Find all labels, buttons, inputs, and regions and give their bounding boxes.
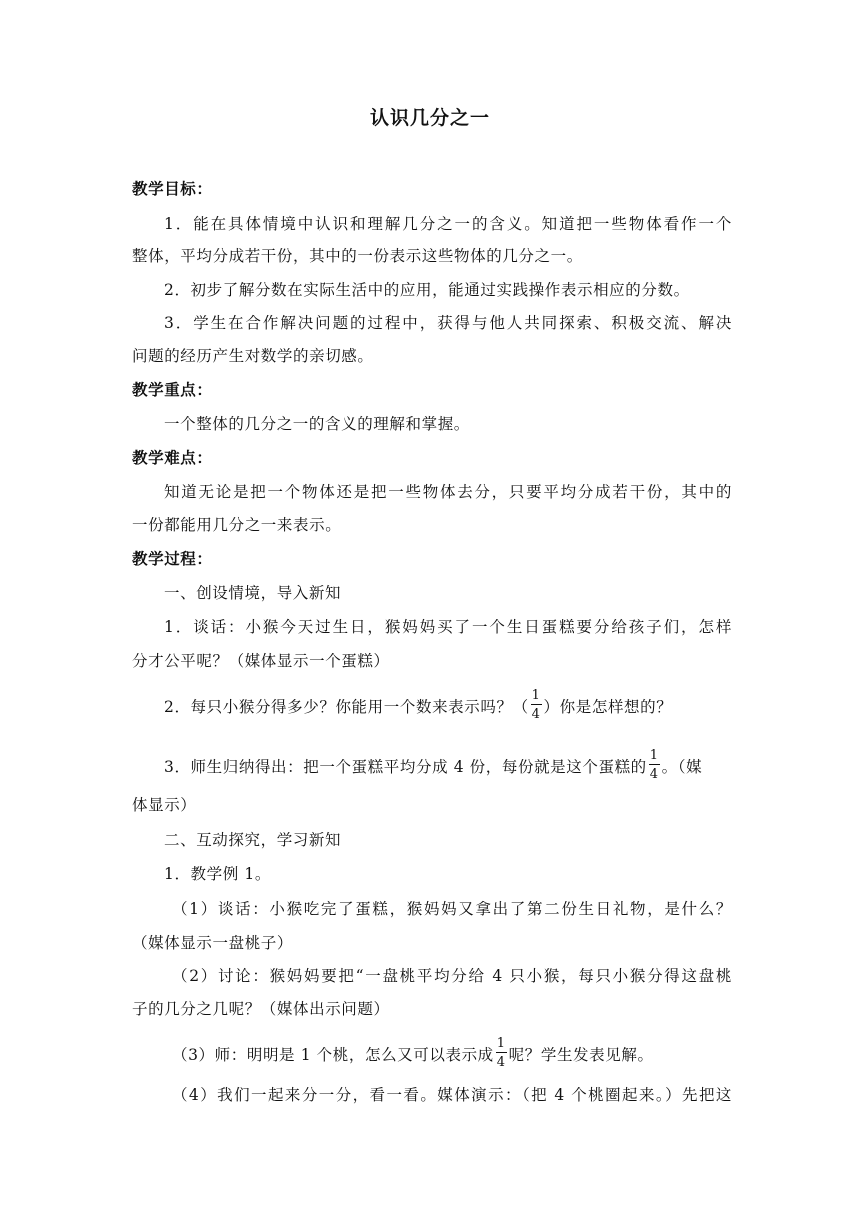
s2-sub-3 [172,1036,732,1072]
key-points-text: 一个整体的几分之一的含义的理解和掌握。 [164,415,470,433]
s1-item-3 [164,748,732,784]
s2-sub-2-line-1: （2）讨论：猴妈妈要把“一盘桃平均分给 4 只小猴，每只小猴分得这盘桃 [172,967,732,985]
s2-sub-2-line-2: 子的几分之几呢？（媒体出示问题） [132,1000,390,1018]
fraction-one-quarter [531,689,542,721]
objective-3-line-2: 问题的经历产生对数学的亲切感。 [132,347,374,365]
fraction-one-quarter [649,749,660,781]
objective-1-line-1: 1．能在具体情境中认识和理解几分之一的含义。知道把一些物体看作一个 [164,215,732,233]
s1-item-2-text-after: ）你是怎样想的？ [543,698,673,716]
key-points-heading: 教学重点： [132,381,213,399]
s1-item-1-line-1: 1．谈话：小猴今天过生日，猴妈妈买了一个生日蛋糕要分给孩子们，怎样 [164,618,732,636]
document-title: 认识几分之一 [369,107,490,129]
s2-sub-1-line-1: （1）谈话：小猴吃完了蛋糕，猴妈妈又拿出了第二份生日礼物，是什么？ [172,900,732,918]
section-2-title: 二、互动探究，学习新知 [164,831,342,849]
fraction-denominator: 4 [649,767,659,782]
objective-1-line-2: 整体，平均分成若干份，其中的一份表示这些物体的几分之一。 [132,247,583,265]
objective-3-line-1: 3．学生在合作解决问题的过程中，获得与他人共同探索、积极交流、解决 [164,314,732,332]
difficulties-line-2: 一份都能用几分之一来表示。 [132,516,342,534]
s1-item-2-text-before: 2．每只小猴分得多少？你能用一个数来表示吗？（ [164,698,529,716]
s2-sub-3-text-after: 呢？学生发表见解。 [508,1046,654,1064]
s1-item-2 [164,688,732,724]
fraction-numerator: 1 [531,688,541,703]
fraction-numerator: 1 [496,1036,506,1051]
s2-sub-3-text-before: （3）师：明明是 1 个桃，怎么又可以表示成 [172,1046,494,1064]
fraction-numerator: 1 [649,748,659,763]
objective-2: 2．初步了解分数在实际生活中的应用，能通过实践操作表示相应的分数。 [164,281,690,299]
s2-sub-1-line-2: （媒体显示一盘桃子） [132,934,294,952]
fraction-denominator: 4 [496,1055,506,1070]
difficulties-line-1: 知道无论是把一个物体还是把一些物体去分，只要平均分成若干份，其中的 [164,483,732,501]
objectives-heading: 教学目标： [132,180,213,198]
fraction-one-quarter [496,1037,507,1069]
s1-item-3-text-after: 。（媒 [661,758,703,776]
s1-item-3-text-before: 3．师生归纳得出：把一个蛋糕平均分成 4 份，每份就是这个蛋糕的 [164,758,647,776]
s1-item-1-line-2: 分才公平呢？（媒体显示一个蛋糕） [132,652,390,670]
fraction-denominator: 4 [531,707,541,722]
section-1-title: 一、创设情境，导入新知 [164,584,342,602]
s2-sub-4-line-1: （4）我们一起来分一分，看一看。媒体演示：（把 4 个桃圈起来。）先把这 [172,1086,732,1104]
s2-item-1: 1．教学例 1。 [164,865,271,883]
process-heading: 教学过程： [132,550,213,568]
s1-item-3-line-2: 体显示） [132,796,197,814]
difficulties-heading: 教学难点： [132,449,213,467]
